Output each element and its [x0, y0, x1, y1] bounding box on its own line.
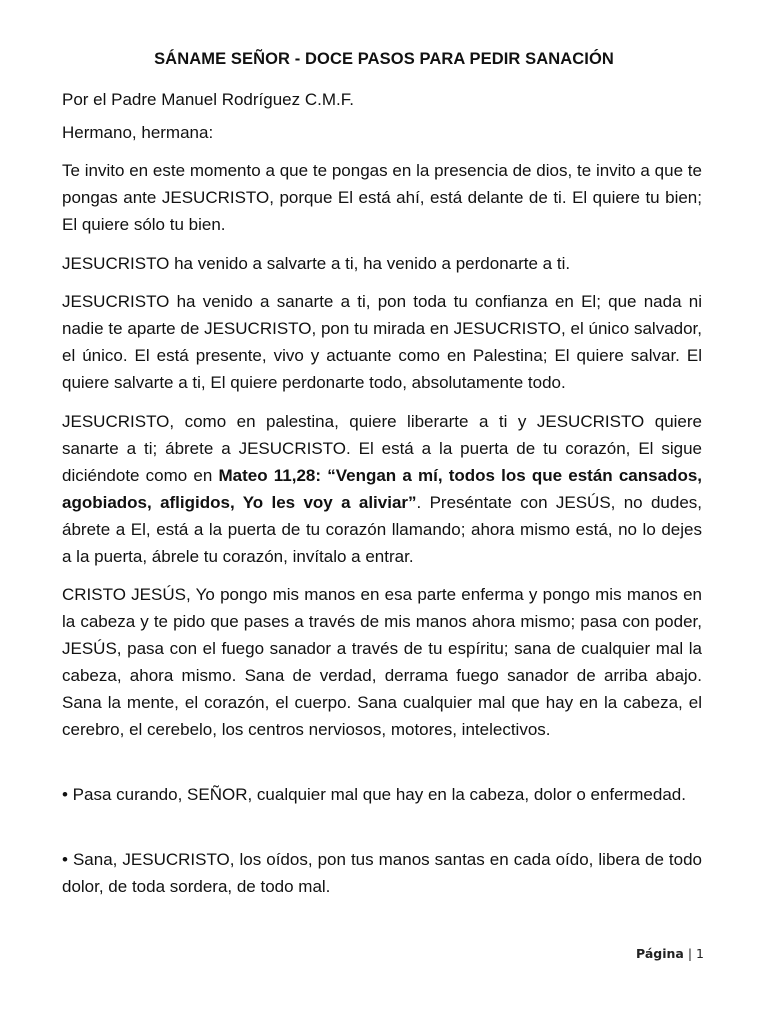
page-separator: |	[687, 946, 693, 961]
page-footer	[636, 940, 704, 967]
document-title: SÁNAME SEÑOR - DOCE PASOS PARA PEDIR SANACIÓN	[154, 50, 614, 68]
bullet-item: • Sana, JESUCRISTO, los oídos, pon tus manos santas en cada oído, libera de todo dolor, de toda sordera, de todo mal.	[62, 850, 702, 896]
page-number: 1	[696, 946, 704, 961]
author-line: Por el Padre Manuel Rodríguez C.M.F.	[62, 90, 354, 109]
paragraph-2: JESUCRISTO ha venido a salvarte a ti, ha venido a perdonarte a ti.	[62, 254, 571, 273]
paragraph-4-text-end: . Preséntate con JESÚS, no dudes, ábrete a El, está a la puerta de tu corazón llamando; ahora mismo está, no lo dejes a la puerta, ábrele tu corazón, invítalo a entrar.	[62, 493, 703, 566]
paragraph-4-text-start: JESUCRISTO, como en palestina, quiere liberarte a ti y JESUCRISTO quiere sanarte a ti; ábrete a JESUCRISTO. El está a la puerta de tu corazón, El sigue diciéndote como en	[62, 412, 702, 485]
paragraph-4	[62, 408, 702, 570]
paragraph-1: Te invito en este momento a que te pongas en la presencia de dios, te invito a que te pongas ante JESUCRISTO, porque El está ahí, está delante de ti. El quiere tu bien; El quiere sólo tu bien.	[62, 161, 702, 234]
greeting: Hermano, hermana:	[62, 123, 214, 142]
paragraph-3: JESUCRISTO ha venido a sanarte a ti, pon toda tu confianza en El; que nada ni nadie te aparte de JESUCRISTO, pon tu mirada en JESUCRISTO, el único salvador, el único. El está presente, vivo y actuante como en Palestina; El quiere salvar. El quiere salvarte a ti, El quiere perdonarte todo, absolutamente todo.	[62, 292, 702, 392]
bible-quote: Mateo 11,28: “Vengan a mí, todos los que están cansados, agobiados, afligidos, Yo les voy a aliviar”	[62, 466, 702, 512]
paragraph-5: CRISTO JESÚS, Yo pongo mis manos en esa parte enferma y pongo mis manos en la cabeza y te pido que pases a través de mis manos ahora mismo; pasa con poder, JESÚS, pasa con el fuego sanador a través de tu espíritu; sana de cualquier mal la cabeza, ahora mismo. Sana de verdad, derrama fuego sanador de arriba abajo. Sana la mente, el corazón, el cuerpo. Sana cualquier mal que hay en la cabeza, el cerebro, el cerebelo, los centros nerviosos, motores, intelectivos.	[62, 585, 702, 739]
page-label: Página	[636, 946, 684, 961]
bullet-item: • Pasa curando, SEÑOR, cualquier mal que hay en la cabeza, dolor o enfermedad.	[62, 785, 686, 804]
